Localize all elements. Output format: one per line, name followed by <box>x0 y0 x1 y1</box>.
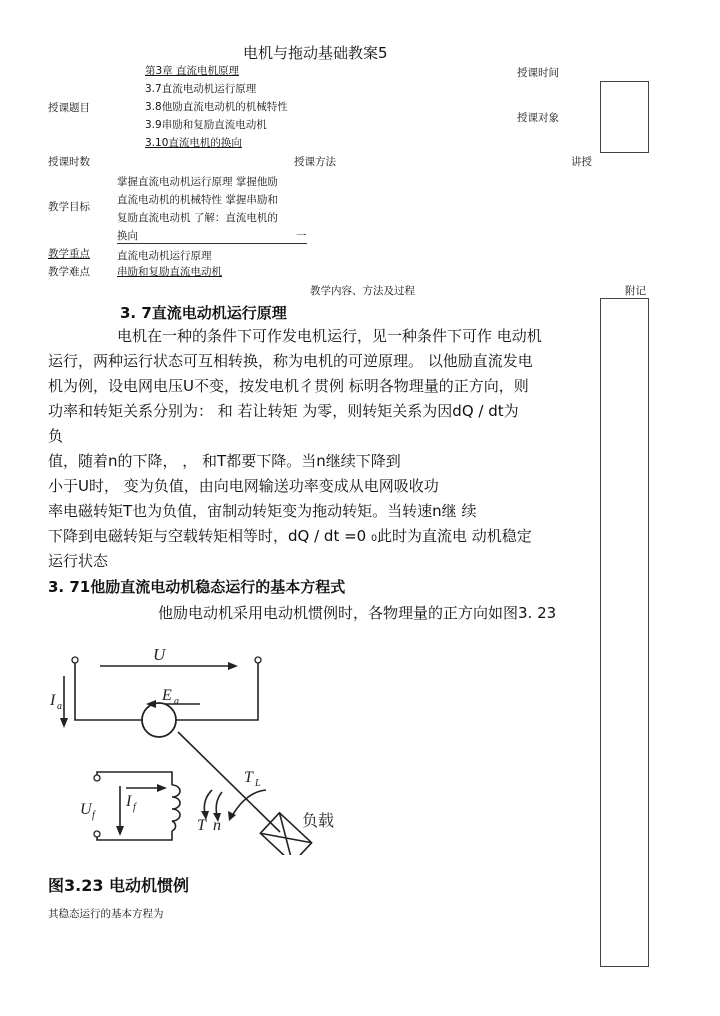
goal-line: 复励直流电动机 了解：直流电机的 <box>117 212 278 224</box>
method-value: 讲授 <box>571 156 592 168</box>
goal-line: 掌握直流电动机运行原理 掌握他励 <box>117 176 278 188</box>
paragraph-line: 小于U时， 变为负值，由向电网输送功率变成从电网吸收功 <box>48 477 439 495</box>
goal-line: 直流电动机的机械特性 掌握串励和 <box>117 194 278 206</box>
goals-label: 教学目标 <box>48 201 90 213</box>
subsection-intro: 他励电动机采用电动机惯例时，各物理量的正方向如图3. 23 <box>158 604 557 622</box>
time-label: 授课时间 <box>517 67 559 79</box>
label-uf: U <box>80 801 92 818</box>
label-if-sub: f <box>133 802 136 813</box>
content-header: 教学内容、方法及过程 <box>310 285 415 297</box>
topic-line: 第3章 直流电机原理 <box>145 65 240 77</box>
figure-caption: 图3.23 电动机惯例 <box>48 876 190 895</box>
difficult-point-label: 教学难点 <box>48 266 90 278</box>
section-title: 3. 7直流电动机运行原理 <box>120 304 287 322</box>
paragraph-line: 率电磁转矩T也为负值，宙制动转矩变为拖动转矩。当转速n继 续 <box>48 502 477 520</box>
topic-line: 3.8他励直流电动机的机械特性 <box>145 101 288 113</box>
audience-box <box>600 81 649 153</box>
motor-convention-diagram <box>40 640 360 855</box>
audience-label: 授课对象 <box>517 112 559 124</box>
topic-line: 3.7直流电动机运行原理 <box>145 83 257 95</box>
paragraph-line: 下降到电磁转矩与空载转矩相等时，dQ / dt =0 ₀此时为直流电 动机稳定 <box>48 527 532 545</box>
hours-label: 授课时数 <box>48 156 90 168</box>
footer-text: 其稳态运行的基本方程为 <box>48 908 164 920</box>
load-label: 负载 <box>302 811 335 830</box>
topic-line: 3.10直流电机的换向 <box>145 137 242 149</box>
key-point-value: 直流电动机运行原理 <box>117 250 212 262</box>
label-t: T <box>197 817 206 834</box>
label-uf-sub: f <box>92 810 95 821</box>
label-ia-sub: a <box>57 701 62 712</box>
topic-label: 授课题目 <box>48 102 90 114</box>
paragraph-line: 运行，两种运行状态可互相转换，称为电机的可逆原理。 以他励直流发电 <box>48 352 533 370</box>
paragraph-line: 值，随着n的下降， ， 和T都要下降。当n继续下降到 <box>48 452 401 470</box>
page-title: 电机与拖动基础教案5 <box>243 44 388 62</box>
label-if: I <box>126 793 132 810</box>
label-n: n <box>213 817 221 834</box>
label-ia: I <box>50 692 56 709</box>
label-tl-sub: L <box>255 778 261 789</box>
goal-dash: 一 <box>296 230 307 242</box>
goal-line: 换向 <box>117 230 138 242</box>
notes-header: 附记 <box>625 285 646 297</box>
topic-line: 3.9串励和复励直流电动机 <box>145 119 267 131</box>
goals-underline <box>117 243 307 244</box>
paragraph-line: 机为例，设电网电压U不变，按发电机彳贯例 标明各物理量的正方向，则 <box>48 377 529 395</box>
paragraph-line: 功率和转矩关系分别为： 和 若让转矩 为零，则转矩关系为因dQ / dt为 <box>48 402 519 420</box>
label-ea: E <box>162 687 172 704</box>
label-ea-sub: a <box>174 696 179 707</box>
paragraph-line: 负 <box>48 427 64 445</box>
method-label: 授课方法 <box>294 156 336 168</box>
label-u: U <box>153 645 166 664</box>
paragraph-line: 运行状态 <box>48 552 109 570</box>
label-tl: T <box>244 769 253 786</box>
subsection-title: 3. 71他励直流电动机稳态运行的基本方程式 <box>48 578 346 596</box>
key-point-label: 教学重点 <box>48 248 90 260</box>
difficult-point-value: 串励和复励直流电动机 <box>117 266 222 278</box>
paragraph-line: 电机在一种的条件下可作发电机运行，见一种条件下可作 电动机 <box>117 327 542 345</box>
notes-column <box>600 298 649 967</box>
